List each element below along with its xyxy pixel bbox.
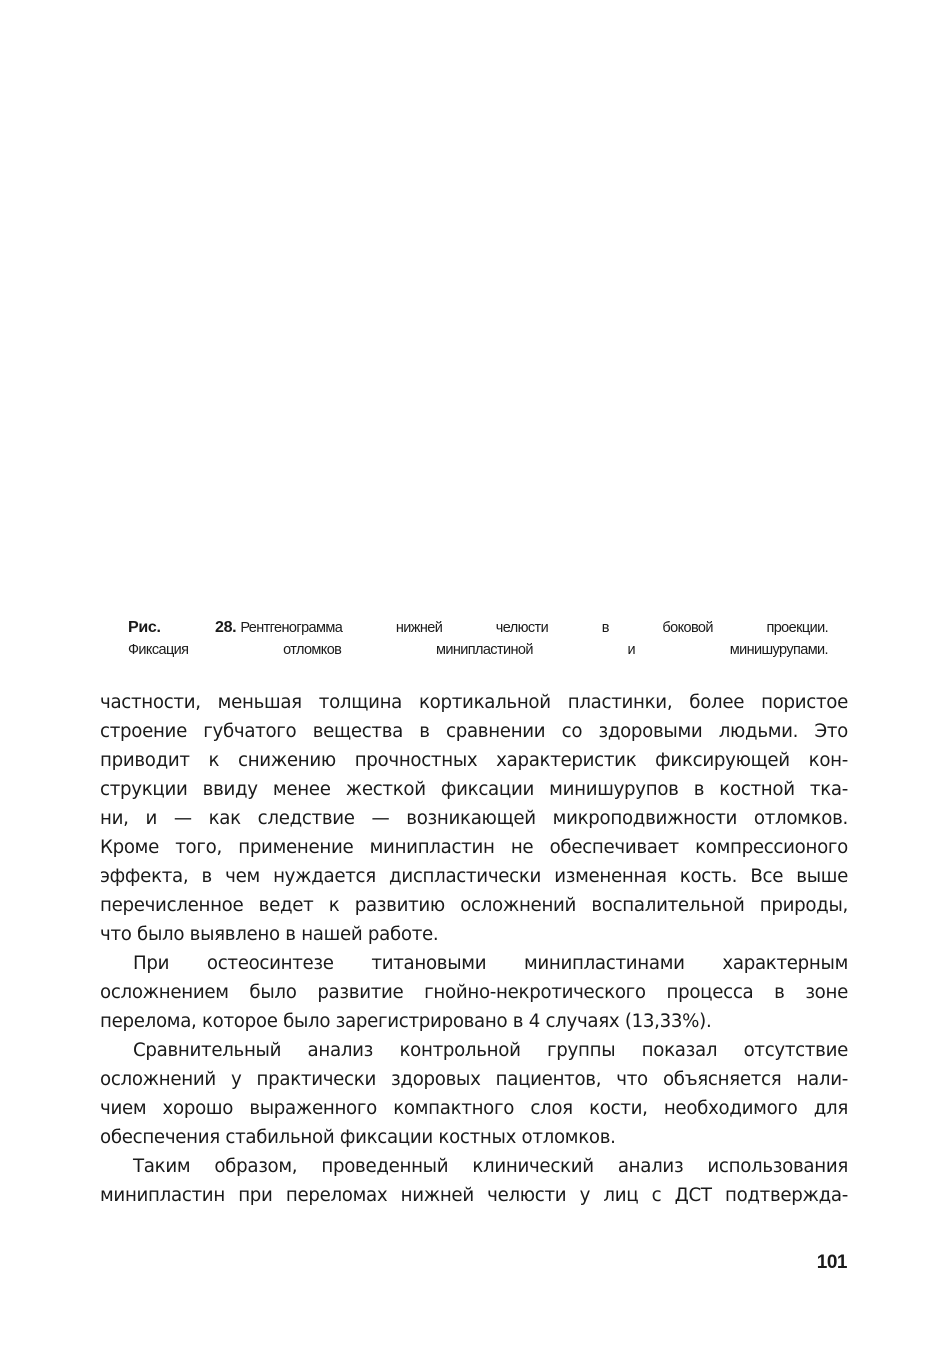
- paragraph-2: [100, 949, 848, 1036]
- text-line: частности, меньшая толщина кортикальной пластинки, более пористое: [100, 692, 848, 713]
- text-line: перечисленное ведет к развитию осложнений воспалительной природы,: [100, 895, 848, 916]
- text-line: чием хорошо выраженного компактного слоя кости, необходимого для: [100, 1098, 848, 1119]
- text-line: перелома, которое было зарегистрировано в 4 случаях (13,33%).: [100, 1011, 712, 1032]
- text-line: обеспечения стабильной фиксации костных отломков.: [100, 1127, 616, 1148]
- paragraph-1: [100, 688, 848, 949]
- figure-caption: [128, 617, 828, 661]
- text-line: струкции ввиду менее жесткой фиксации минишурупов в костной тка-: [100, 779, 848, 800]
- caption-line-2: Фиксация отломков минипластиной и минишурупами.: [128, 642, 828, 658]
- text-line: эффекта, в чем нуждается диспластически измененная кость. Все выше: [100, 866, 848, 887]
- text-line: приводит к снижению прочностных характеристик фиксирующей кон-: [100, 750, 848, 771]
- text-line: Сравнительный анализ контрольной группы показал отсутствие: [133, 1040, 848, 1061]
- text-line: осложнений у практически здоровых пациентов, что объясняется нали-: [100, 1069, 848, 1090]
- page-number: 101: [816, 1252, 847, 1273]
- caption-line-1: [128, 617, 828, 639]
- text-line: Кроме того, применение минипластин не обеспечивает компрессионого: [100, 837, 848, 858]
- text-line: ни, и — как следствие — возникающей микроподвижности отломков.: [100, 808, 848, 829]
- text-line: строение губчатого вещества в сравнении со здоровыми людьми. Это: [100, 721, 848, 742]
- paragraph-3: [100, 1036, 848, 1152]
- text-line: осложнением было развитие гнойно-некротического процесса в зоне: [100, 982, 848, 1003]
- body-text: [100, 688, 848, 1210]
- paragraph-4: [100, 1152, 848, 1210]
- text-line: Таким образом, проведенный клинический анализ использования: [133, 1156, 848, 1177]
- text-line: При остеосинтезе титановыми минипластинами характерным: [133, 953, 848, 974]
- text-line: что было выявлено в нашей работе.: [100, 924, 439, 945]
- caption-label: Рис. 28.: [128, 619, 237, 636]
- figure-image-area: [100, 60, 848, 600]
- caption-text-1: Рентгенограмма нижней челюсти в боковой проекции.: [240, 620, 828, 636]
- text-line: минипластин при переломах нижней челюсти у лиц с ДСТ подтвержда-: [100, 1185, 848, 1206]
